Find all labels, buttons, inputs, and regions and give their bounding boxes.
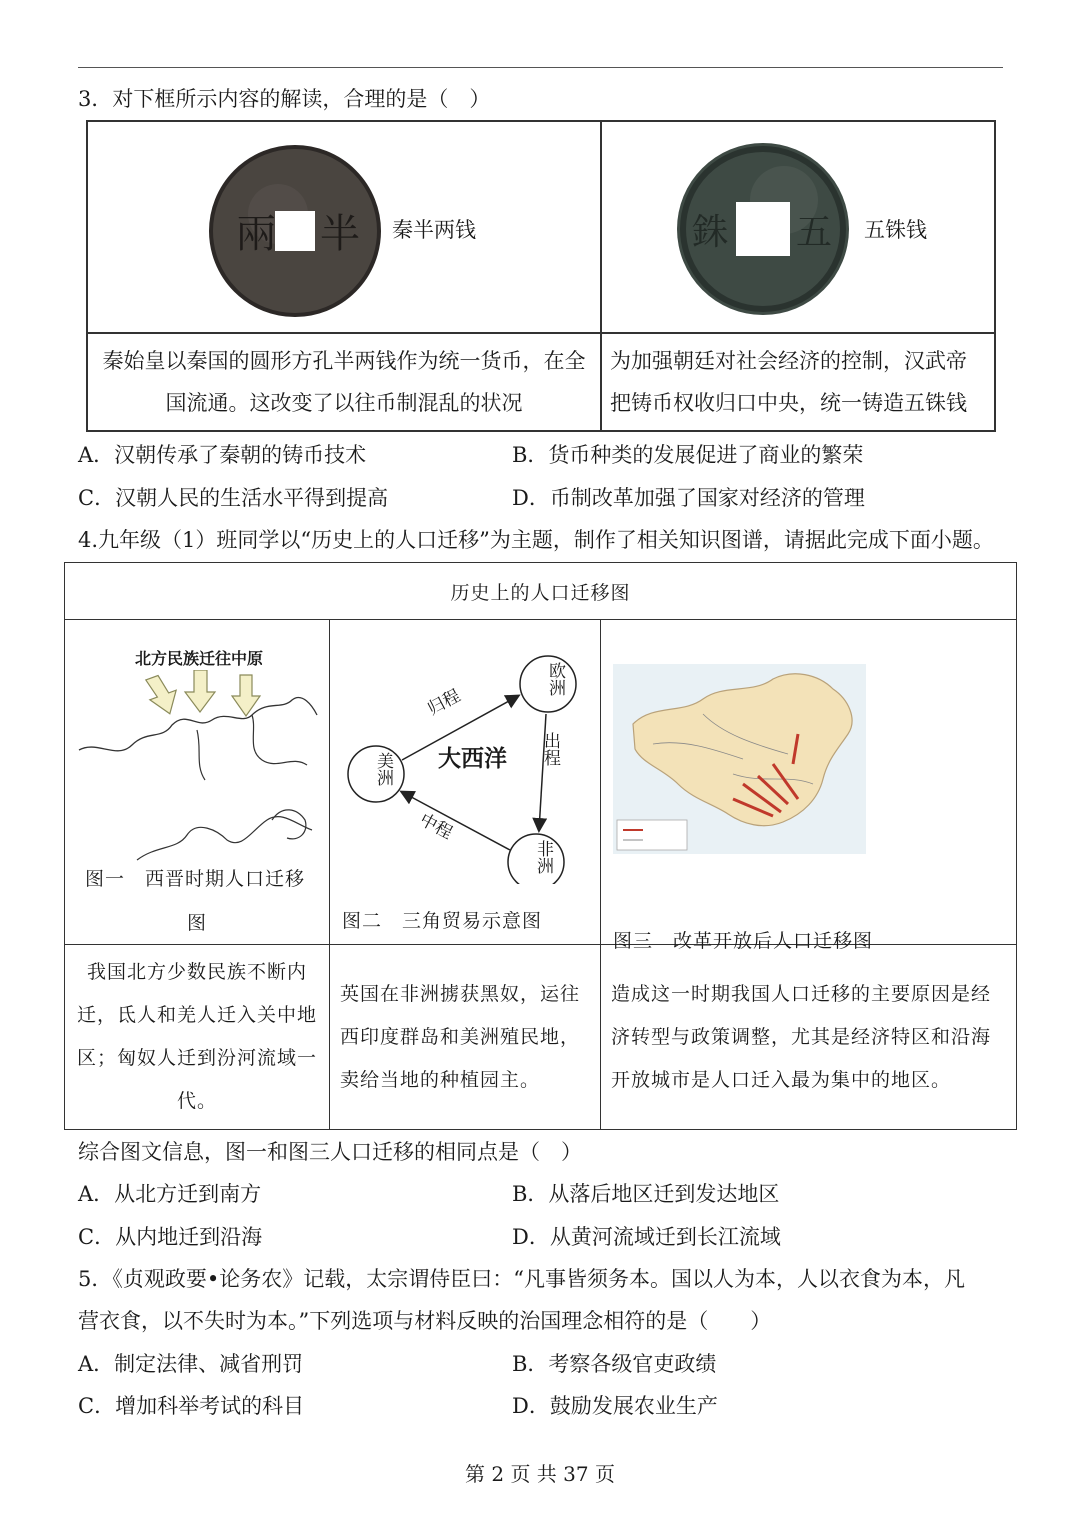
fig1-north-migration-map (77, 670, 322, 870)
q3-option-b[interactable]: B．货币种类的发展促进了商业的繁荣 (512, 443, 864, 467)
fig2-node-africa: 非洲 (533, 840, 553, 874)
migration-table-title: 历史上的人口迁移图 (65, 563, 1017, 620)
q5-stem-line1: 5．《贞观政要•论务农》记载，太宗谓侍臣曰：“凡事皆须务本。国以人为本，人以衣食为本，凡 (78, 1267, 965, 1291)
svg-text:兩: 兩 (236, 211, 276, 257)
han-wuzhu-coin-icon (674, 140, 852, 318)
coin-cell-han (601, 121, 995, 333)
q5-option-d[interactable]: D．鼓励发展农业生产 (512, 1394, 718, 1418)
q3-option-a[interactable]: A．汉朝传承了秦朝的铸币技术 (78, 443, 367, 467)
coin-cell-qin (87, 121, 601, 333)
desc-han: 为加强朝廷对社会经济的控制，汉武帝把铸币权收归口中央，统一铸造五铢钱 (601, 333, 995, 431)
qin-banliang-coin-icon (208, 144, 383, 319)
coin-label-han: 五铢钱 (864, 218, 927, 242)
fig1-caption-line2: 图 (187, 912, 208, 934)
fig3-china-migration-map (613, 664, 866, 854)
fig2-node-america: 美洲 (373, 752, 393, 786)
q3-coin-table (86, 120, 996, 432)
fig1-text: 我国北方少数民族不断内迁，氐人和羌人迁入关中地区；匈奴人迁到汾河流域一代。 (65, 945, 330, 1130)
q5-option-b[interactable]: B．考察各级官吏政绩 (512, 1352, 717, 1376)
q4-question: 综合图文信息，图一和图三人口迁移的相同点是（ ） (78, 1140, 582, 1164)
q4-option-c[interactable]: C．从内地迁到沿海 (78, 1225, 263, 1249)
fig2-caption: 图二 三角贸易示意图 (342, 910, 543, 932)
fig3-text: 造成这一时期我国人口迁移的主要原因是经济转型与政策调整，尤其是经济特区和沿海开放城市是人口迁入最为集中的地区。 (601, 945, 1017, 1130)
q3-option-c[interactable]: C．汉朝人民的生活水平得到提高 (78, 486, 389, 510)
fig2-node-europe: 欧洲 (545, 662, 565, 696)
q4-option-a[interactable]: A．从北方迁到南方 (78, 1182, 262, 1206)
fig2-edge-middle: 中程 (416, 809, 456, 844)
svg-text:銖: 銖 (692, 212, 729, 253)
fig2-edge-out: 出程 (540, 732, 560, 766)
coin-label-qin: 秦半两钱 (392, 218, 476, 242)
svg-text:半: 半 (320, 211, 360, 257)
fig1-caption-line1: 图一 西晋时期人口迁移 (85, 868, 306, 890)
q4-option-d[interactable]: D．从黄河流域迁到长江流域 (512, 1225, 781, 1249)
q3-stem: 3．对下框所示内容的解读，合理的是（ ） (78, 87, 491, 111)
fig3-caption: 图三 改革开放后人口迁移图 (613, 930, 874, 952)
q4-stem: 4.九年级（1）班同学以“历史上的人口迁移”为主题，制作了相关知识图谱，请据此完成下面小题。 (78, 528, 994, 552)
page-footer: 第 2 页 共 37 页 (465, 1462, 615, 1486)
q3-option-d[interactable]: D．币制改革加强了国家对经济的管理 (512, 486, 865, 510)
fig2-center-atlantic: 大西洋 (438, 746, 507, 772)
migration-table (64, 562, 1017, 1130)
desc-qin: 秦始皇以秦国的圆形方孔半两钱作为统一货币，在全国流通。这改变了以往币制混乱的状况 (87, 333, 601, 431)
fig2-edge-return: 归程 (424, 685, 464, 720)
fig2-text: 英国在非洲掳获黑奴，运往西印度群岛和美洲殖民地，卖给当地的种植园主。 (330, 945, 601, 1130)
svg-text:五: 五 (796, 212, 833, 253)
fig1-cell (65, 620, 330, 945)
q5-option-a[interactable]: A．制定法律、减省刑罚 (78, 1352, 304, 1376)
fig3-cell (601, 620, 1017, 952)
fig1-map-title: 北方民族迁往中原 (135, 649, 264, 668)
header-rule (78, 67, 1003, 68)
q4-option-b[interactable]: B．从落后地区迁到发达地区 (512, 1182, 780, 1206)
fig2-cell (330, 620, 601, 945)
q5-stem-line2: 营衣食，以不失时为本。”下列选项与材料反映的治国理念相符的是（ ） (78, 1309, 772, 1333)
q5-option-c[interactable]: C．增加科举考试的科目 (78, 1394, 305, 1418)
